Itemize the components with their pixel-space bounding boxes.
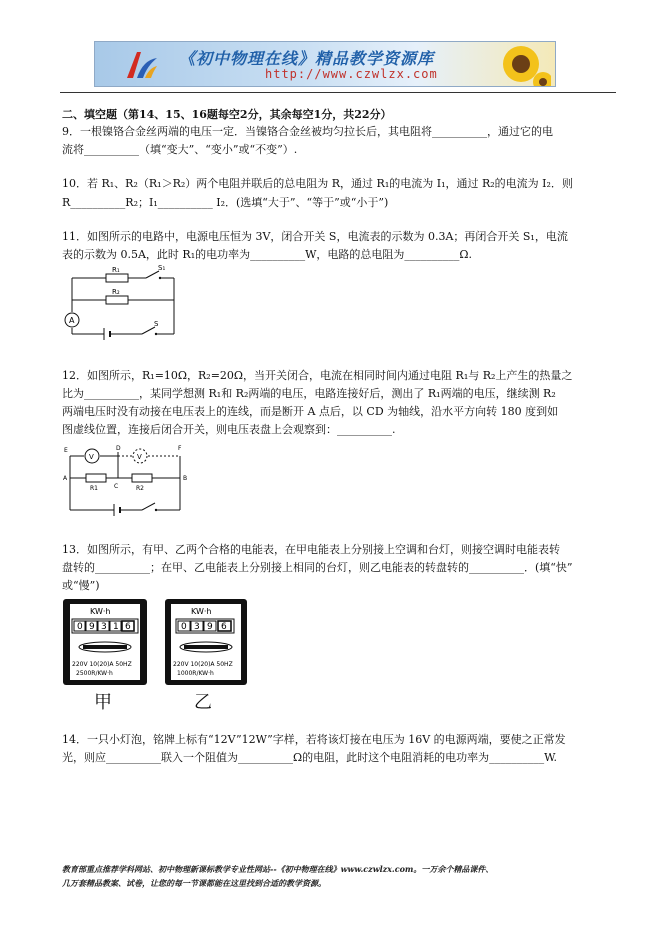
- meter-yi-rate: 1000R/KW·h: [177, 670, 214, 677]
- q12-label-r2: R2: [136, 485, 144, 492]
- q13-line3: 或“慢”): [62, 579, 100, 592]
- meter-jia-unit: KW·h: [90, 607, 111, 616]
- q12-line2: 比为__________，某同学想测 R₁和 R₂两端的电压，电路连接好后，测出了 R₁两端的电压，继续测 R₂: [62, 387, 556, 400]
- q10-line2: R__________R₂；I₁__________ I₂．(选填“大于”、“等于”或“小于”): [62, 196, 389, 209]
- q9-line2: 流将__________（填“变大”、“变小”或“不变”）.: [62, 143, 298, 156]
- banner-title: 《初中物理在线》精品教学资源库: [179, 49, 435, 68]
- q12-switch: [142, 503, 155, 510]
- q11-line1: 11．如图所示的电路中，电源电压恒为 3V，闭合开关 S，电流表的示数为 0.3A；再闭合开关 S₁，电流: [62, 230, 568, 243]
- q11-circuit-diagram: [62, 262, 182, 342]
- banner-url[interactable]: http://www.czwlzx.com: [265, 67, 438, 81]
- q12-resistor-r1: [86, 474, 106, 482]
- footer-line1: 教育部重点推荐学科网站、初中物理新课标教学专业性网站--《初中物理在线》www.czwlzx.com。一万余个精品课件、: [62, 864, 494, 874]
- q12-line1: 12．如图所示，R₁=10Ω，R₂=20Ω，当开关闭合，电流在相同时间内通过电阻 R₁与 R₂上产生的热量之: [62, 369, 573, 382]
- q12-label-e: E: [64, 447, 68, 454]
- q9-line1: 9．一根镍铬合金丝两端的电压一定．当镍铬合金丝被均匀拉长后，其电阻将__________，通过它的电: [62, 125, 553, 138]
- q12-label-b: B: [183, 475, 188, 482]
- meter-yi-unit: KW·h: [191, 607, 212, 616]
- q11-switch-s: [142, 327, 155, 334]
- q12-label-a: A: [63, 475, 68, 482]
- q12-circuit-diagram: [62, 442, 192, 516]
- meter-yi-digit-2: 3: [194, 622, 200, 632]
- q12-voltmeter-2-label: V: [137, 453, 142, 461]
- q12-line3: 两端电压时没有动接在电压表上的连线，而是断开 A 点后，以 CD 为轴线，沿水平方向转 180 度到如: [62, 405, 559, 418]
- meter-yi-digit-4: 6: [221, 622, 227, 632]
- footer-line2: 几万套精品教案、试卷，让您的每一节课都能在这里找到合适的教学资源。: [62, 878, 326, 888]
- meter-jia-label: 甲: [94, 692, 112, 713]
- q14-line2: 光，则应__________联入一个阻值为__________Ω的电阻，此时这个电阻消耗的电功率为__________W.: [62, 751, 557, 764]
- section-heading: 二、填空题（第14、15、16题每空2分，其余每空1分，共22分）: [62, 108, 392, 121]
- meter-jia-rate: 2500R/KW·h: [76, 670, 113, 677]
- q12-resistor-r2: [132, 474, 152, 482]
- meter-jia-digit-1: 0: [77, 622, 83, 632]
- electric-meter-jia: [62, 598, 148, 686]
- header-banner: [94, 41, 556, 87]
- q12-voltmeter-1-label: V: [89, 453, 94, 461]
- meter-yi-label: 乙: [194, 692, 212, 713]
- logo-icon: [123, 48, 159, 82]
- q11-label-r2: R₂: [112, 288, 120, 296]
- meter-yi-digit-1: 0: [181, 622, 187, 632]
- electric-meter-yi: [164, 598, 248, 686]
- q11-ammeter-label: A: [69, 316, 75, 325]
- meter-jia-digit-3: 3: [101, 622, 107, 632]
- q12-label-f: F: [178, 445, 182, 452]
- q13-line2: 盘转的__________；在甲、乙电能表上分别接上相同的台灯，则乙电能表的转盘转的__________．(填“快”: [62, 561, 573, 574]
- q11-label-s: S: [154, 320, 159, 328]
- meter-jia-digit-2: 9: [89, 622, 95, 632]
- q14-line1: 14．一只小灯泡，铭牌上标有“12V”12W”字样，若将该灯接在电压为 16V 的电源两端，要使之正常发: [62, 733, 566, 746]
- q12-label-c: C: [114, 483, 119, 490]
- meter-yi-digit-3: 9: [207, 622, 213, 632]
- q11-line2: 表的示数为 0.5A，此时 R₁的电功率为__________W，电路的总电阻为__________Ω.: [62, 248, 473, 261]
- meter-yi-digits: [178, 621, 231, 632]
- q13-line1: 13．如图所示，有甲、乙两个合格的电能表，在甲电能表上分别接上空调和台灯，则接空调时电能表转: [62, 543, 560, 556]
- header-rule: [60, 92, 616, 93]
- q11-label-s1: S₁: [158, 264, 166, 272]
- meter-jia-spec: 220V 10(20)A 50HZ: [72, 661, 132, 668]
- q10-line1: 10．若 R₁、R₂（R₁＞R₂）两个电阻并联后的总电阻为 R，通过 R₁的电流为 I₁，通过 R₂的电流为 I₂．则: [62, 177, 573, 190]
- q12-label-d: D: [116, 445, 121, 452]
- q11-switch-s1: [146, 271, 159, 278]
- meter-jia-digits: [74, 621, 134, 632]
- q11-label-r1: R₁: [112, 266, 120, 274]
- q12-label-r1: R1: [90, 485, 98, 492]
- meter-yi-spec: 220V 10(20)A 50HZ: [173, 661, 233, 668]
- sunflower-icon: [491, 42, 551, 86]
- meter-jia-digit-4: 1: [113, 622, 119, 632]
- q11-resistor-r1: [106, 274, 128, 282]
- q12-line4: 图虚线位置，连接后闭合开关，则电压表盘上会观察到：__________.: [62, 423, 396, 436]
- q11-resistor-r2: [106, 296, 128, 304]
- meter-jia-digit-5: 6: [125, 622, 131, 632]
